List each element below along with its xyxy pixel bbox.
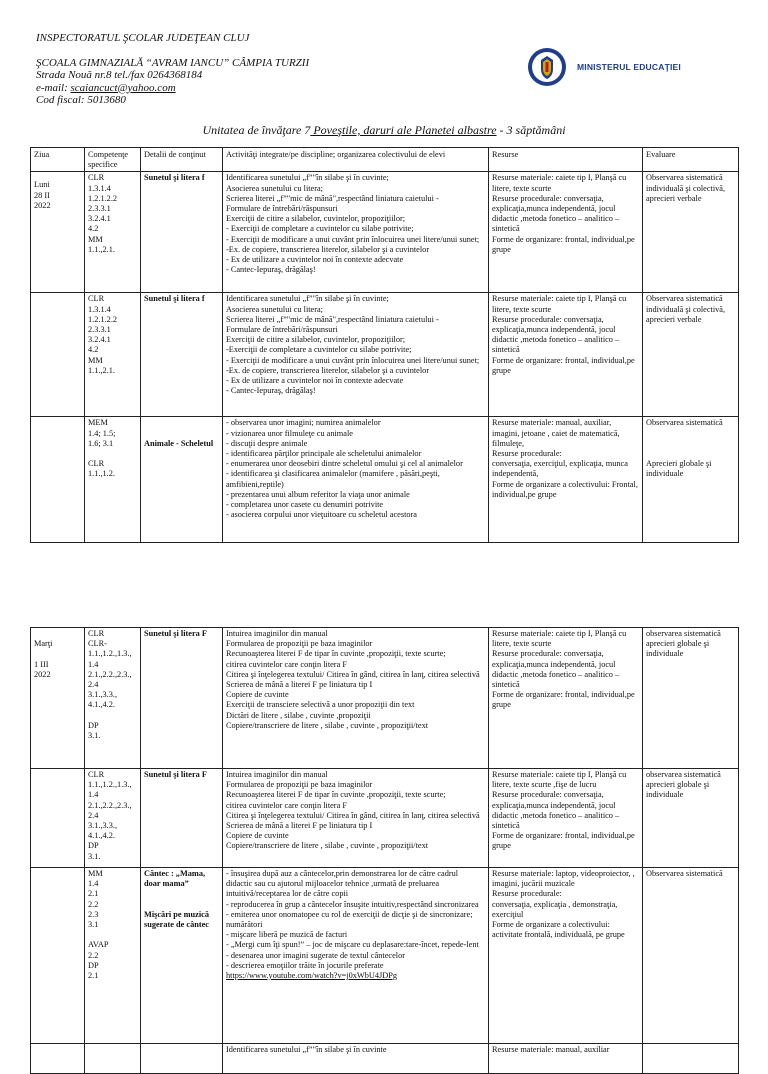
cell-content: Sunetul şi litera F — [141, 769, 223, 868]
cell-day — [31, 769, 85, 868]
cell-evaluation — [643, 1044, 739, 1074]
cell-competences: MEM 1.4; 1.5; 1.6; 3.1 CLR 1.1.,1.2. — [85, 417, 141, 543]
cell-content: Animale - Scheletul — [141, 417, 223, 543]
cell-resources: Resurse materiale: manual, auxiliar — [489, 1044, 643, 1074]
cell-day — [31, 1044, 85, 1074]
table-row — [31, 868, 739, 1044]
cell-evaluation: Observarea sistematică individuală şi colectivă, aprecieri verbale — [643, 293, 739, 417]
cell-day — [31, 417, 85, 543]
school-address: Strada Nouă nr.8 tel./fax 0264368184 — [36, 69, 203, 81]
col-header-evaluation: Evaluare — [643, 148, 739, 172]
coat-of-arms-icon — [527, 47, 567, 87]
col-header-resources: Resurse — [489, 148, 643, 172]
cell-resources: Resurse materiale: caiete tip I, Planşă cu litere, texte scurte Resurse procedurale: conversaţia, explicaţia,munca independentă, jocul didactic ,metoda fonetico – analitico – sintetică Forme de organizare: frontal, individual,pe grupe — [489, 293, 643, 417]
cell-activities: Identificarea sunetului „f”"în silabe şi în cuvinte — [223, 1044, 489, 1074]
cell-activities: - observarea unor imagini; numirea animalelor - vizionarea unor filmuleţe cu animale - discuţii despre animale - identificarea părţilor principale ale scheletului animalelor - enumerarea unor deosebiri dintre scheletul omului şi cel al animalelor - identificarea şi clasificarea animalelor (mamifere , păsări,peşti, amfibieni,reptile) - prezentarea unui album referitor la viaţa unor animale - completarea unor casete cu denumiri potrivite - asocierea corpului unor vieţuitoare cu scheletul acestora — [223, 417, 489, 543]
table-row — [31, 417, 739, 543]
cell-activities: Intuirea imaginilor din manual Formularea de propoziţii pe baza imaginilor Recunoaşterea literei F de tipar în cuvinte ,propoziţii, texte scurte; citirea cuvintelor care conţin litera F Citirea şi înţelegerea textului/ Citirea în gând, citirea în lanţ, citirea selectivă Scrierea de mână a literei F pe liniatura tip I Copiere de cuvinte Exerciţii de transciere selectivă a unor propoziţii din text Dictări de litere , silabe , cuvinte ,propoziţii Copiere/transcriere de litere , silabe , cuvinte , propoziţii/text — [223, 628, 489, 769]
col-header-activities: Activităţi integrate/pe discipline; organizarea colectivului de elevi — [223, 148, 489, 172]
col-header-competences: Competenţe specifice — [85, 148, 141, 172]
cell-resources: Resurse materiale: caiete tip I, Planşă cu litere, texte scurte ,fişe de lucru Resurse procedurale: conversaţia, explicaţia,munca independentă, jocul didactic ,metoda fonetico – analitico – sintetică Forme de organizare: frontal, individual,pe grupe — [489, 769, 643, 868]
table-row — [31, 769, 739, 868]
cell-day: Marţi 1 III 2022 — [31, 628, 85, 769]
cell-evaluation: Observarea sistematică — [643, 868, 739, 1044]
cell-day — [31, 293, 85, 417]
cell-day: Luni 28 II 2022 — [31, 172, 85, 293]
plan-table-2 — [30, 627, 739, 1074]
table-row-partial — [31, 1044, 739, 1074]
youtube-link[interactable]: https://www.youtube.com/watch?v=j0xWbU4JDPg — [226, 971, 397, 981]
inspectorate-name: INSPECTORATUL ŞCOLAR JUDEŢEAN CLUJ — [36, 32, 250, 44]
cell-competences: CLR 1.1.,1.2.,1.3., 1.4 2.1.,2.2.,2.3., 2.4 3.1.,3.3., 4.1.,4.2. DP 3.1. — [85, 769, 141, 868]
table-row — [31, 172, 739, 293]
cell-evaluation: Observarea sistematică individuală şi colectivă, aprecieri verbale — [643, 172, 739, 293]
cell-resources: Resurse materiale: laptop, videoproiector, , imagini, jucării muzicale Resurse procedurale: conversaţia, explicaţia , demonstraţia, exerciţiul Forme de organizare a colectivului: activitate frontală, individuală, pe grupe — [489, 868, 643, 1044]
ministry-name: MINISTERUL EDUCAŢIEI — [577, 62, 681, 72]
table-row — [31, 628, 739, 769]
cell-competences: CLR CLR- 1.1.,1.2.,1.3., 1.4 2.1.,2.2.,2.3., 2.4 3.1.,3.3., 4.1.,4.2. DP 3.1. — [85, 628, 141, 769]
cell-activities — [223, 868, 489, 1044]
school-email-link[interactable]: scaiancuct@yahoo.com — [70, 81, 176, 94]
cell-activities: Identificarea sunetului „f”"în silabe şi în cuvinte; Asocierea sunetului cu litera; Scrierea literei „f”"mic de mână",respectând liniatura caietului - Formulare de întrebări/răspunsuri Exerciţii de citire a silabelor, cuvintelor, propoziţiilor; - Exerciţii de completare a cuvintelor cu silabe potrivite; - Exerciţii de modificare a unui cuvânt prin înlocuirea unei litere/unui sunet; -Ex. de copiere, transcrierea literelor, silabelor şi a cuvintelor - Ex de utilizare a cuvintelor noi în contexte adecvate - Cantec-Iepuraş, drăgălaş! — [223, 172, 489, 293]
school-email-line — [36, 82, 309, 95]
cell-content: Sunetul şi litera f — [141, 293, 223, 417]
cell-evaluation: observarea sistematică aprecieri globale şi individuale — [643, 628, 739, 769]
cell-evaluation: Observarea sistematică Aprecieri globale şi individuale — [643, 417, 739, 543]
fiscal-code: Cod fiscal: 5013680 — [36, 94, 126, 106]
ministry-logo — [527, 47, 681, 87]
plan-table-1 — [30, 147, 739, 543]
col-header-day: Ziua — [31, 148, 85, 172]
cell-activities: Identificarea sunetului „f”"în silabe şi în cuvinte; Asocierea sunetului cu litera; Scrierea literei „f”"mic de mână",respectând liniatura caietului - Formulare de întrebări/răspunsuri Exerciţii de citire a silabelor, cuvintelor, propoziţiilor; -Exerciţii de completare a cuvintelor cu silabe potrivite; - Exerciţii de modificare a unui cuvânt prin înlocuirea unei litere/unui sunet; -Ex. de copiere, transcrierea literelor, silabelor şi a cuvintelor - Ex de utilizare a cuvintelor noi în contexte adecvate - Cantec-Iepuraş, drăgălaş! — [223, 293, 489, 417]
activities-text: - însuşirea după auz a cântecelor,prin demonstrarea lor de către cadrul didactic sau cu ajutorul mijloacelor tehnice ,urmată de preluarea intuitivă/receptarea lor de către copii - reproducerea în grup a cântecelor însuşite intuitiv,respectând sincronizarea - emiterea unor onomatopee cu rol de exerciţii de dicţie şi de sincronizare; numărători - mişcare liberă pe muzică de facturi - „Mergi cum îţi spun!” – joc de mişcare cu deplasare:tare-încet, repede-lent - desenarea unor imagini sugerate de textul cântecelor - descrierea emoţiilor trăite în jocurile preferate — [226, 869, 479, 970]
col-header-content: Detalii de conţinut — [141, 148, 223, 172]
cell-content — [141, 1044, 223, 1074]
unit-duration: - 3 săptămâni — [496, 123, 566, 137]
unit-prefix: Unitatea de învăţare 7 — [202, 123, 311, 137]
cell-content: Sunetul şi litera f — [141, 172, 223, 293]
email-label: e-mail: — [36, 81, 71, 94]
cell-content: Cântec : „Mama, doar mama” Mişcări pe muzică sugerate de cântec — [141, 868, 223, 1044]
cell-content: Sunetul şi litera F — [141, 628, 223, 769]
cell-competences: MM 1.4 2.1 2.2 2.3 3.1 AVAP 2.2 DP 2.1 — [85, 868, 141, 1044]
school-name: ŞCOALA GIMNAZIALĂ “AVRAM IANCU” CÂMPIA TURZII — [36, 56, 310, 69]
table-row — [31, 293, 739, 417]
cell-activities: Intuirea imaginilor din manual Formularea de propoziţii pe baza imaginilor Recunoaşterea literei F de tipar în cuvinte ,propoziţii, texte scurte; citirea cuvintelor care conţin litera F Citirea şi înţelegerea textului/ Citirea în gând, citirea în lanţ, citirea selectivă Scrierea de mână a literei F pe liniatura tip I Copiere de cuvinte Copiere/transcriere de litere , silabe , cuvinte , propoziţii/text — [223, 769, 489, 868]
unit-name: Poveştile, daruri ale Planetei albastre — [310, 123, 497, 137]
cell-resources: Resurse materiale: manual, auxiliar, imagini, jetoane , caiet de matematică, filmuleţe, Resurse procedurale: conversaţia, exerciţiul, explicaţia, munca independentă, Forme de organizare a colectivului: Frontal, individual,pe grupe — [489, 417, 643, 543]
table-header-row — [31, 148, 739, 172]
cell-resources: Resurse materiale: caiete tip I, Planşă cu litere, texte scurte Resurse procedurale: conversaţia, explicaţia,munca independentă, jocul didactic ,metoda fonetico – analitico – sintetică Forme de organizare: frontal, individual,pe grupe — [489, 628, 643, 769]
cell-competences: CLR 1.3.1.4 1.2.1.2.2 2.3.3.1 3.2.4.1 4.2 MM 1.1.,2.1. — [85, 293, 141, 417]
cell-competences: CLR 1.3.1.4 1.2.1.2.2 2.3.3.1 3.2.4.1 4.2 MM 1.1.,2.1. — [85, 172, 141, 293]
unit-title — [0, 123, 768, 138]
cell-day — [31, 868, 85, 1044]
school-header — [36, 32, 309, 107]
cell-evaluation: observarea sistematică aprecieri globale şi individuale — [643, 769, 739, 868]
cell-resources: Resurse materiale: caiete tip I, Planşă cu litere, texte scurte Resurse procedurale: conversaţia, explicaţia,munca independentă, jocul didactic ,metoda fonetico – analitico – sintetică Forme de organizare: frontal, individual,pe grupe — [489, 172, 643, 293]
cell-competences — [85, 1044, 141, 1074]
